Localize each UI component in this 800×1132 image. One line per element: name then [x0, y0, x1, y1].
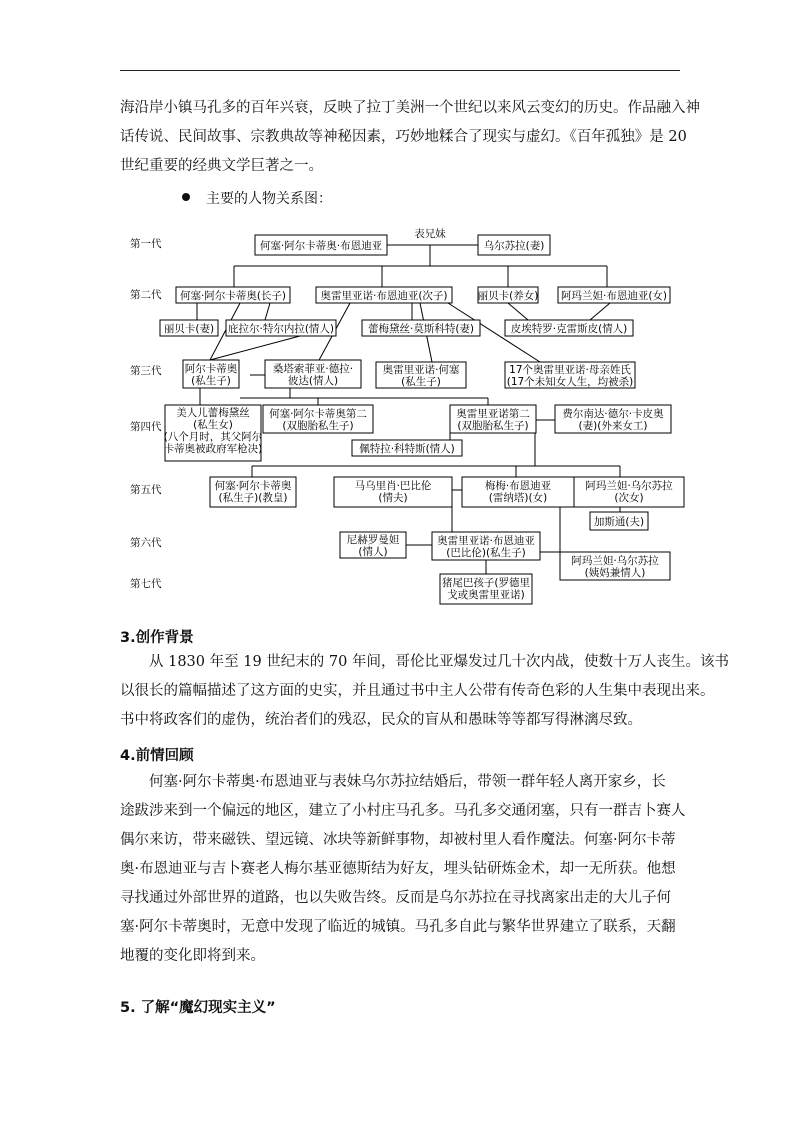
person-name: 乌尔苏拉(妻)	[483, 240, 545, 252]
section4-line: 寻找通过外部世界的道路，也以失败告终。反而是乌尔苏拉在寻找离家出走的大儿子何	[120, 890, 671, 906]
person-name: 何塞·阿尔卡蒂奥第二	[269, 408, 367, 420]
person-note: (次女)	[614, 492, 644, 504]
section4-line: 何塞·阿尔卡蒂奥·布恩迪亚与表妹乌尔苏拉结婚后，带领一群年轻人离开家乡，长	[149, 774, 666, 790]
section3-paragraph	[120, 648, 729, 735]
person-name: 猪尾巴孩子(罗德里	[441, 577, 531, 589]
intro-line: 世纪重要的经典文学巨著之一。	[120, 158, 323, 174]
person-name: 丽贝卡(妻)	[163, 323, 215, 335]
person-note: 卡蒂奥被政府军枪决)	[163, 443, 263, 455]
person-name: 丽贝卡(养女)	[477, 290, 539, 302]
person-name: 尼赫罗曼妲	[346, 534, 400, 546]
section3-line: 从 1830 年至 19 世纪末的 70 年间，哥伦比亚爆发过几十次内战，使数十万人丧生。该书	[149, 654, 729, 670]
section4-paragraph	[120, 768, 686, 971]
person-name: 奥雷里亚诺第二	[456, 408, 530, 420]
section-heading: 3.创作背景	[120, 630, 194, 646]
person-name: 奥雷里亚诺·布恩迪亚(次子)	[320, 290, 448, 302]
person-name: 佩特拉·科特斯(情人)	[359, 443, 455, 455]
person-name: 阿玛兰妲·布恩迪亚(女)	[560, 290, 668, 302]
section4-line: 途跋涉来到一个偏远的地区，建立了小村庄马孔多。马孔多交通闭塞，只有一群吉卜赛人	[120, 803, 686, 819]
person-note: (八个月时，其父阿尔	[163, 431, 263, 443]
section4-line: 偶尔来访，带来磁铁、望远镜、冰块等新鲜事物，却被村里人看作魔法。何塞·阿尔卡蒂	[120, 832, 676, 848]
intro-line: 海沿岸小镇马孔多的百年兴衰，反映了拉丁美洲一个世纪以来风云变幻的历史。作品融入神	[120, 100, 700, 116]
person-name: 阿尔卡蒂奥	[184, 363, 238, 375]
section3-line: 书中将政客们的虚伪，统治者们的残忍，民众的盲从和愚昧等等都写得淋漓尽致。	[120, 712, 642, 728]
person-name: 何塞·阿尔卡蒂奥	[214, 480, 292, 492]
person-name: 奥雷里亚诺·何塞	[382, 364, 460, 376]
generation-label: 第四代	[130, 421, 162, 433]
person-name: 何塞·阿尔卡蒂奥·布恩迪亚	[259, 240, 383, 252]
section4-line: 塞·阿尔卡蒂奥时，无意中发现了临近的城镇。马孔多自此与繁华世界建立了联系，天翻	[120, 919, 676, 935]
person-name: 阿玛兰妲·乌尔苏拉	[571, 555, 659, 567]
person-note: 戈或奥雷里亚诺)	[447, 589, 525, 601]
person-note: (17个未知女人生，均被杀)	[506, 376, 634, 388]
generation-label: 第五代	[130, 484, 162, 496]
person-note: (双胞胎私生子)	[457, 420, 529, 432]
section3-line: 以很长的篇幅描述了这方面的史实，并且通过书中主人公带有传奇色彩的人生集中表现出来。	[120, 683, 715, 699]
person-note: (私生子)	[191, 375, 231, 387]
section-heading: 4.前情回顾	[120, 748, 194, 764]
relation-label: 表兄妹	[414, 228, 446, 240]
person-note: (巴比伦)(私生子)	[446, 547, 526, 559]
person-note: (情夫)	[378, 492, 408, 504]
person-name: 马乌里肖·巴比伦	[354, 480, 432, 492]
person-name: 庇拉尔·特尔内拉(情人)	[227, 323, 335, 335]
person-note: (私生子)(教皇)	[218, 492, 288, 504]
generation-label: 第六代	[130, 537, 162, 549]
person-note: (雷纳塔)(女)	[488, 492, 548, 504]
section4-line: 奥·布恩迪亚与吉卜赛老人梅尔基亚德斯结为好友，埋头钻研炼金术，却一无所获。他想	[120, 861, 676, 877]
person-note: (妻)(外来女工)	[578, 420, 648, 432]
person-name: 奥雷里亚诺·布恩迪亚	[437, 535, 535, 547]
person-name: 加斯通(夫)	[593, 516, 645, 528]
generation-label: 第三代	[130, 365, 162, 377]
person-name: 何塞·阿尔卡蒂奥(长子)	[179, 290, 287, 302]
section4-line: 地覆的变化即将到来。	[120, 948, 265, 964]
person-note: (私生子)	[401, 376, 441, 388]
person-name: 费尔南达·德尔·卡皮奥	[562, 408, 664, 420]
person-name: 美人儿蕾梅黛丝	[176, 407, 250, 419]
person-note: 彼达(情人)	[287, 375, 339, 387]
section-heading: 5. 了解“魔幻现实主义”	[120, 1000, 276, 1016]
bullet-title: 主要的人物关系图：	[206, 191, 332, 207]
person-name: 阿玛兰妲·乌尔苏拉	[585, 480, 673, 492]
generation-label: 第七代	[130, 578, 162, 590]
person-note: (姨妈兼情人)	[584, 567, 646, 579]
intro-line: 话传说、民间故事、宗教典故等神秘因素，巧妙地糅合了现实与虚幻。《百年孤独》是 20	[120, 129, 687, 145]
generation-labels	[130, 237, 162, 590]
person-name: 蕾梅黛丝·莫斯科特(妻)	[367, 323, 475, 335]
person-name: 17个奥雷里亚诺·母亲姓氏	[509, 364, 631, 376]
person-name: 桑塔索菲亚·德拉·	[272, 363, 354, 375]
generation-label: 第二代	[130, 289, 162, 301]
person-name: 梅梅·布恩迪亚	[484, 480, 552, 492]
generation-label: 第一代	[130, 238, 162, 250]
person-note: (双胞胎私生子)	[282, 420, 354, 432]
person-note: (情人)	[358, 546, 388, 558]
person-note: (私生女)	[193, 419, 233, 431]
person-name: 皮埃特罗·克雷斯皮(情人)	[510, 323, 628, 335]
